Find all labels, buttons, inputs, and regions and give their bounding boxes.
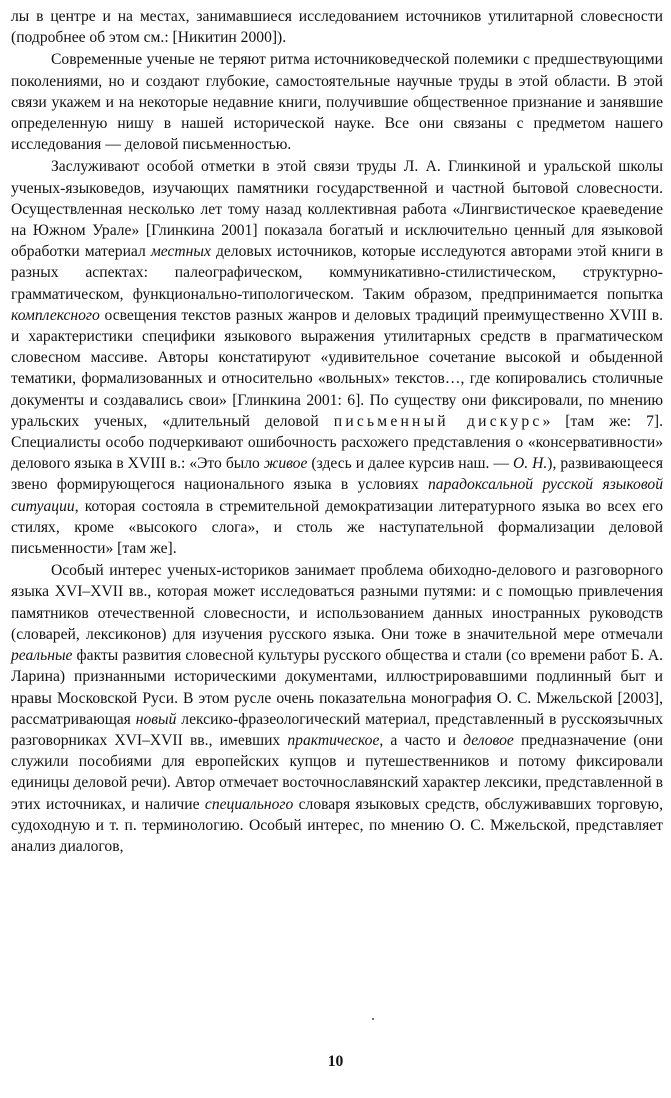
italic-emphasis: комплексного	[11, 306, 100, 324]
scan-speck	[372, 1018, 374, 1020]
text-run: Особый интерес ученых-историков занимает проблема обиходно-делового и разговорного языка XVI–XVII вв., которая может исследоваться разными путями: и с помощью привлечения памятников отечественной словесности, и использованием данных иностранных руководств (словарей, лексиконов) для изучения русского языка. Они тоже в значительной мере отмечали	[11, 562, 663, 643]
paragraph	[11, 6, 663, 48]
text-run: , а часто и	[379, 731, 464, 749]
text-run: Современные ученые не теряют ритма источниковедческой полемики с предшествующими поколениями, но и создают глубокие, самостоятельные научные труды в этой области. В этой связи укажем и на некоторые недавние книги, получившие общественное признание и занявшие определенную нишу в нашей исторической науке. Все они связаны с предметом нашего исследования — деловой письменностью.	[11, 51, 663, 154]
text-run: ), развивающееся звено формирующегося национального языка в условиях	[11, 455, 664, 494]
italic-emphasis: парадоксальной русской языковой ситуации	[11, 476, 664, 515]
text-run: (здесь и далее курсив наш. —	[307, 455, 513, 473]
body-text	[11, 6, 663, 857]
italic-emphasis: живое	[263, 455, 308, 473]
text-run: предназначение (они служили пособиями для европейских купцов и путешественников и потому фиксировали единицы деловой речи). Автор отмечает восточнославянский характер лексики, представленной в этих источниках, и наличие	[11, 731, 663, 813]
paragraph	[11, 49, 663, 155]
italic-emphasis: реальные	[11, 647, 73, 665]
page-number: 10	[327, 1053, 344, 1070]
italic-emphasis: специального	[204, 795, 294, 813]
text-run: факты развития словесной культуры русского общества и стали (со времени работ Б. А. Ларина) признанными историческими документами, иллюстрировавшими подлинный быт и нравы Московской Руси. В этом русле очень показательна монография О. С. Мжельской [2003], рассматривающая	[11, 647, 663, 728]
text-run: лы в центре и на местах, занимавшиеся исследованием источников утилитарной словесности (подробнее об этом см.: [Никитин 2000]).	[11, 8, 663, 47]
italic-emphasis: местных	[150, 243, 211, 261]
text-run: » [там же: 7]. Специалисты особо подчеркивают ошибочность расхожего представления о «консервативности» делового языка в XVIII в.: «Это было	[11, 412, 663, 473]
text-run: словаря языковых средств, обслуживавших торговую, судоходную и т. п. терминологию. Особый интерес, по мнению О. С. Мжельской, представляет анализ диалогов,	[11, 795, 663, 855]
text-run: Заслуживают особой отметки в этой связи труды Л. А. Глинкиной и уральской школы ученых-языковедов, изучающих памятники государственной и частной бытовой словесности. Осуществленная несколько лет тому назад коллективная работа «Лингвистическое краеведение на Южном Урале» [Глинкина 2001] показала богатый и исключительно ценный для языковой обработки материал	[11, 158, 663, 261]
italic-emphasis: практическое	[287, 731, 380, 749]
paragraph	[11, 156, 663, 559]
text-run: , которая состояла в стремительной демократизации литературного языка во всех его стилях, кроме «высокого слога», и столь же наступательной формализации деловой письменности» [там же].	[11, 497, 663, 558]
text-run: деловых источников, которые исследуются авторами этой книги в разных аспектах: палеографическом, коммуникативно-стилистическом, структурно-грамматическом, функционально-типологическом. Таким образом, предпринимается попытка	[11, 243, 663, 303]
italic-emphasis: деловое	[463, 731, 514, 749]
text-run: лексико-фразеологический материал, представленный в русскоязычных разговорниках XVI–XVII вв., имевших	[11, 710, 663, 749]
spaced-emphasis: письменный дискурс	[333, 412, 543, 430]
text-run: освещения текстов разных жанров и деловых традиций преимущественно XVIII в. и характеристики специфики языкового выражения утилитарных средств в прагматическом словесном массиве. Авторы констатируют «удивительное сочетание высокой и обыденной тематики, формализованных и относительно «вольных» текстов…, где копировались столичные документы и создавались свои» [Глинкина 2001: 6]. По существу они фиксировали, по мнению уральских ученых, «длительный деловой	[11, 306, 663, 430]
paragraph	[11, 560, 663, 857]
italic-emphasis: новый	[135, 710, 177, 728]
italic-emphasis: О. Н.	[512, 455, 548, 473]
